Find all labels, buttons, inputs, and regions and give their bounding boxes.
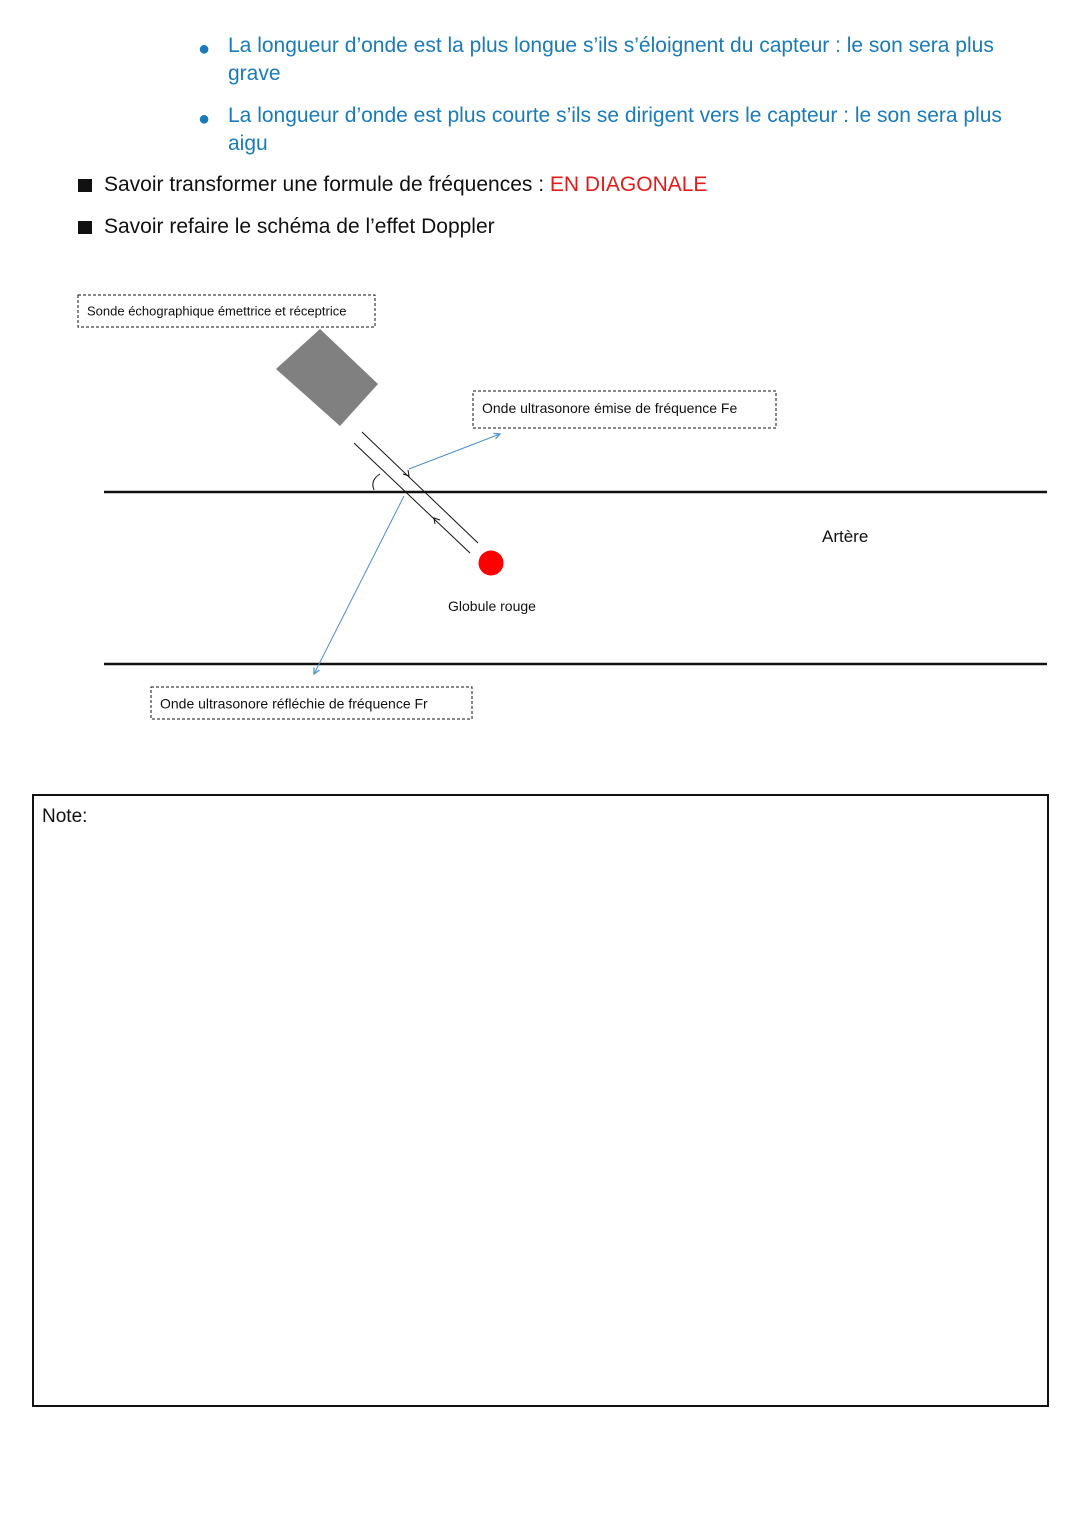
main-bullet-text: Savoir transformer une formule de fréquences : [104,173,550,196]
emitted-label: Onde ultrasonore émise de fréquence Fe [482,400,738,416]
bullet-dot-icon: ● [198,38,211,60]
artery-label: Artère [822,527,869,546]
angle-arc [373,474,380,490]
reflected-pointer [314,496,404,674]
probe-label: Sonde échographique émettrice et réceptrice [87,303,347,319]
sub-bullet-text: La longueur d’onde est la plus longue s’ils s’éloignent du capteur : le son sera plus grave [228,34,994,85]
reflected-label-box [151,687,472,719]
highlight-text: EN DIAGONALE [549,173,708,196]
square-bullet-icon [78,179,92,192]
sub-bullet-text: La longueur d’onde est plus courte s’ils se dirigent vers le capteur : le son sera plus aigu [228,104,1002,155]
reflected-wave-line [354,443,470,553]
sub-bullet-item [198,102,1048,158]
emitted-arrow-icon [403,470,409,476]
square-bullet-icon [78,221,92,234]
probe-label-box [78,295,375,327]
sub-bullet-item [198,32,1048,88]
doppler-diagram [0,270,1080,740]
main-bullet-text: Savoir refaire le schéma de l’effet Doppler [104,215,495,238]
cell-label: Globule rouge [448,598,536,614]
emitted-label-box [473,391,776,428]
note-label: Note: [42,806,88,827]
bullet-dot-icon: ● [198,108,211,130]
emitted-pointer [409,434,500,469]
note-box[interactable] [32,794,1049,1407]
red-blood-cell [479,551,504,576]
probe-shape [276,329,378,426]
reflected-label: Onde ultrasonore réfléchie de fréquence Fr [160,695,428,712]
